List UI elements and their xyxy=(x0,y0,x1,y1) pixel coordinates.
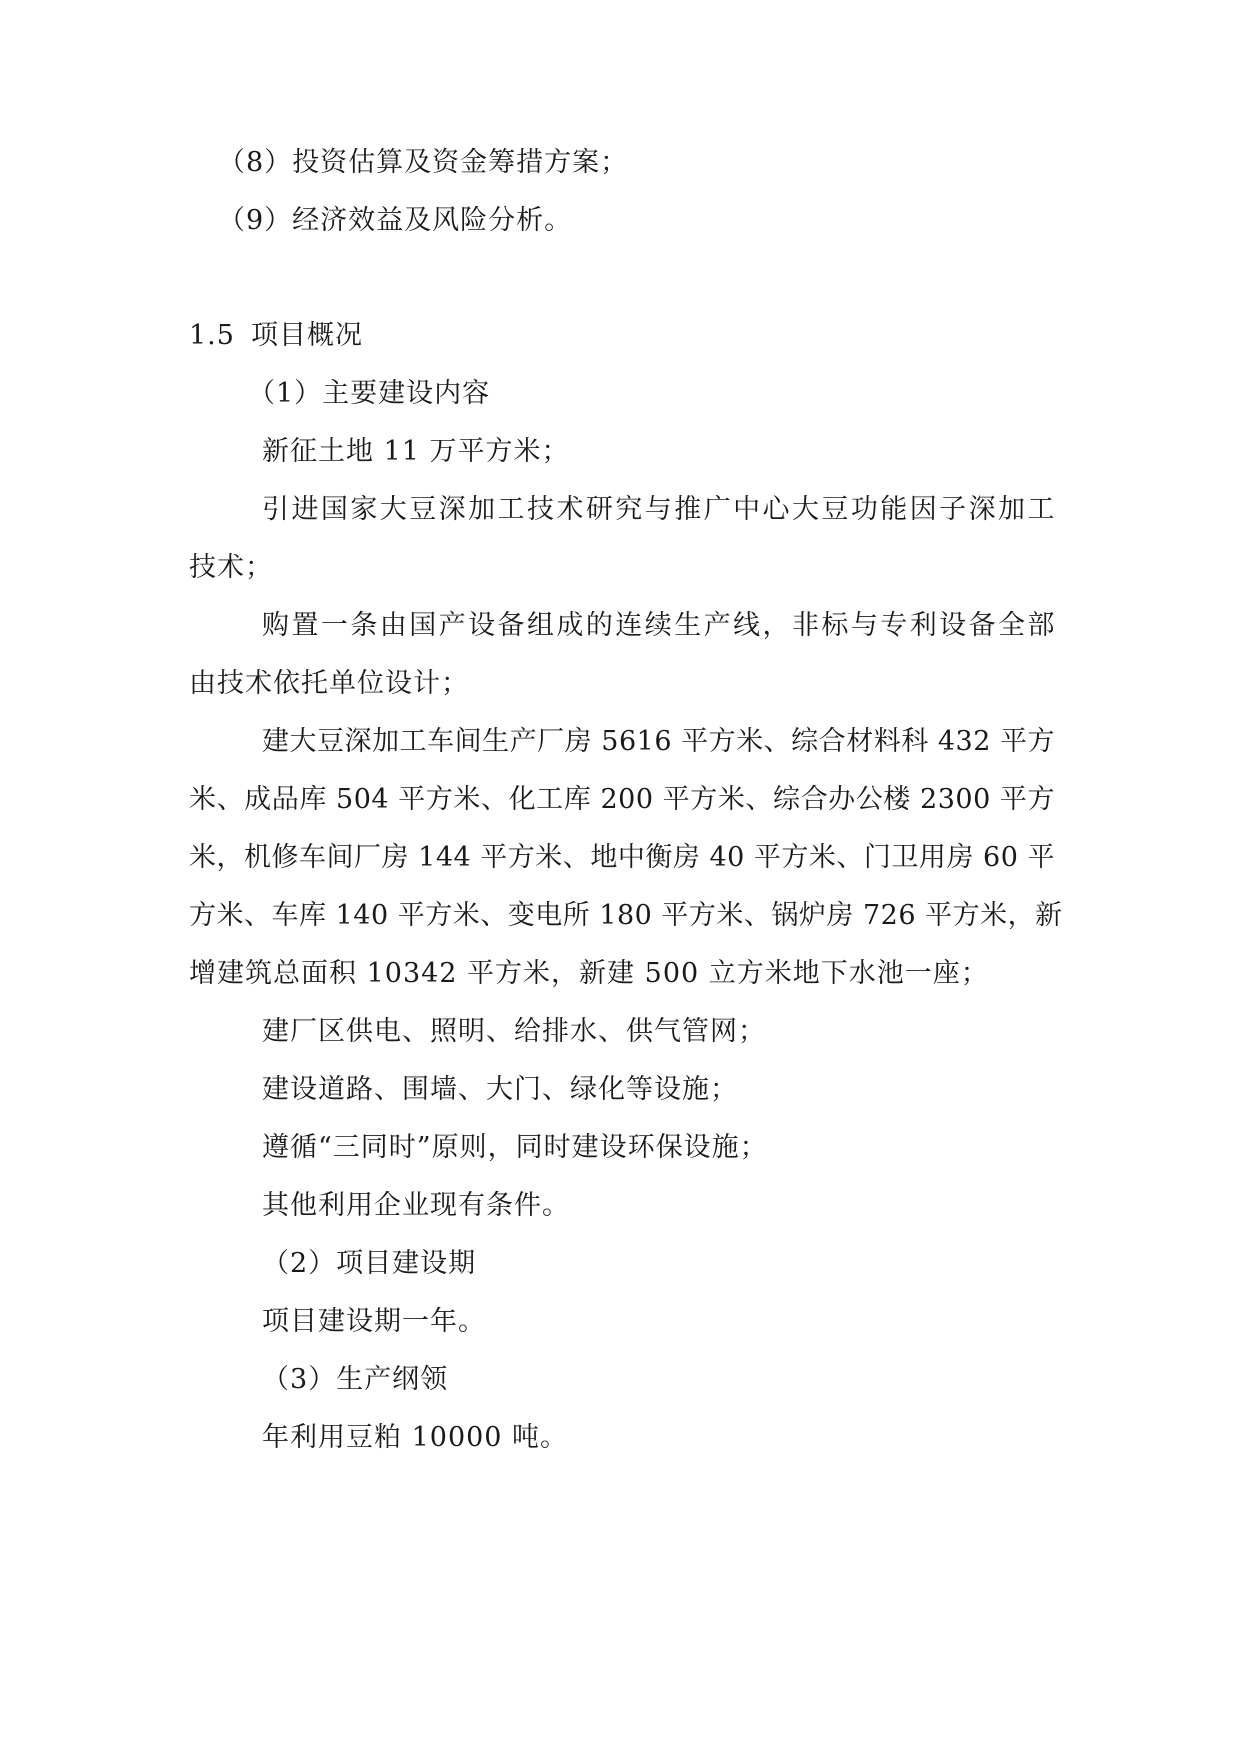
list-item-8: （8）投资估算及资金筹措方案； xyxy=(218,147,629,178)
equip-paragraph-line1: 购置一条由国产设备组成的连续生产线，非标与专利设备全部 xyxy=(262,610,1055,641)
build-paragraph-line3: 米，机修车间厂房 144 平方米、地中衡房 40 平方米、门卫用房 60 平 xyxy=(189,842,1055,873)
utilities-paragraph: 建厂区供电、照明、给排水、供气管网； xyxy=(262,1016,766,1047)
roads-paragraph: 建设道路、围墙、大门、绿化等设施； xyxy=(262,1074,738,1105)
list-item-9: （9）经济效益及风险分析。 xyxy=(218,205,573,236)
equip-paragraph-line2: 由技术依托单位设计； xyxy=(189,668,469,699)
env-paragraph: 遵循“三同时”原则，同时建设环保设施； xyxy=(262,1132,768,1163)
section-number: 1.5 xyxy=(189,320,235,351)
build-paragraph-line1: 建大豆深加工车间生产厂房 5616 平方米、综合材料科 432 平方 xyxy=(262,726,1055,757)
output-paragraph: 年利用豆粕 10000 吨。 xyxy=(262,1422,569,1453)
section-title: 项目概况 xyxy=(251,320,363,351)
output-heading: （3）生产纲领 xyxy=(262,1364,449,1395)
land-paragraph: 新征土地 11 万平方米； xyxy=(262,436,570,467)
other-paragraph: 其他利用企业现有条件。 xyxy=(262,1190,570,1221)
tech-paragraph-line1: 引进国家大豆深加工技术研究与推广中心大豆功能因子深加工 xyxy=(262,494,1055,525)
period-paragraph: 项目建设期一年。 xyxy=(262,1306,486,1337)
tech-paragraph-line2: 技术； xyxy=(189,552,273,583)
period-heading: （2）项目建设期 xyxy=(262,1248,477,1279)
build-paragraph-line4: 方米、车库 140 平方米、变电所 180 平方米、锅炉房 726 平方米，新 xyxy=(189,900,1063,931)
section-heading xyxy=(189,318,363,354)
build-paragraph-line2: 米、成品库 504 平方米、化工库 200 平方米、综合办公楼 2300 平方 xyxy=(189,784,1055,815)
construction-heading: （1）主要建设内容 xyxy=(248,378,491,409)
build-paragraph-line5: 增建筑总面积 10342 平方米，新建 500 立方米地下水池一座； xyxy=(189,958,989,989)
